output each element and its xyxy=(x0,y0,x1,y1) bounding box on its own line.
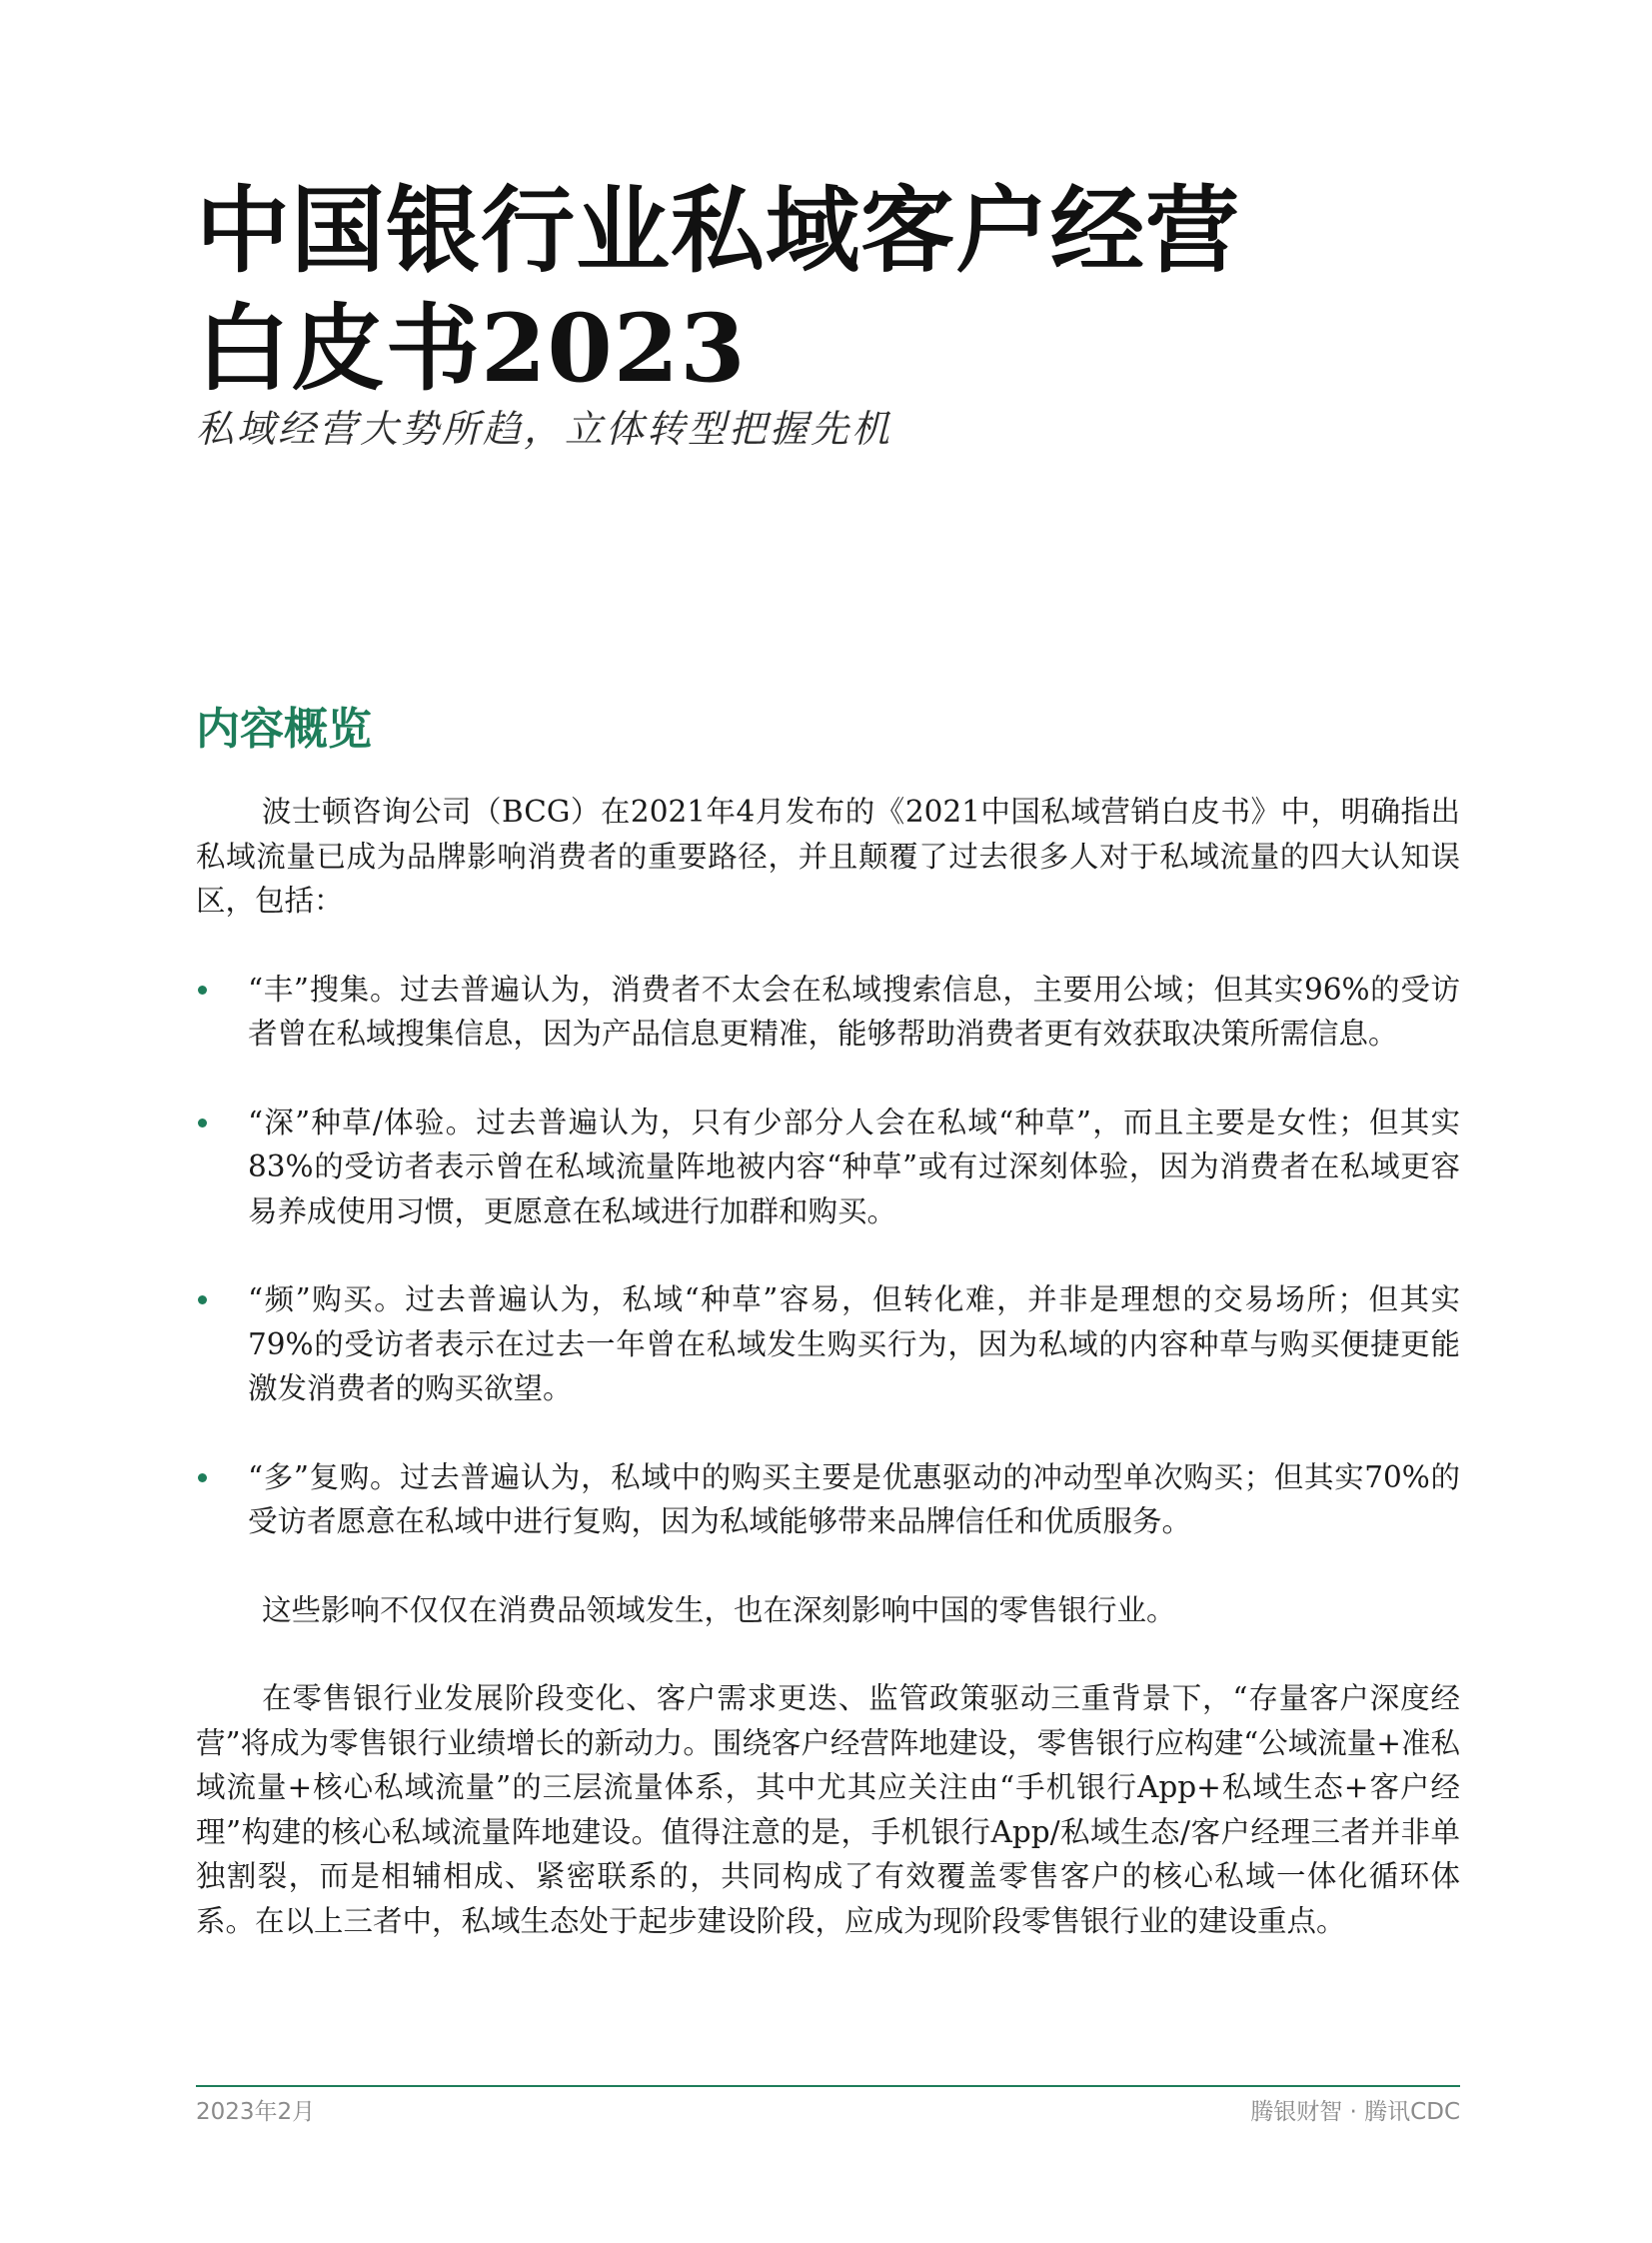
paragraph-2: 这些影响不仅仅在消费品领域发生，也在深刻影响中国的零售银行业。 xyxy=(262,1592,1176,1627)
title-line-1: 中国银行业私域客户经营 xyxy=(196,176,1241,286)
body-content xyxy=(196,790,1460,1987)
paragraph-3: 在零售银行业发展阶段变化、客户需求更迭、监管政策驱动三重背景下，“存量客户深度经营”将成为零售银行业绩增长的新动力。围绕客户经营阵地建设，零售银行应构建“公域流量+准私域流量+核心私域流量”的三层流量体系，其中尤其应关注由“手机银行App+私域生态+客户经理”构建的核心私域流量阵地建设。值得注意的是，手机银行App/私域生态/客户经理三者并非单独割裂，而是相辅相成、紧密联系的，共同构成了有效覆盖零售客户的核心私域一体化循环体系。在以上三者中，私域生态处于起步建设阶段，应成为现阶段零售银行业的建设重点。 xyxy=(196,1681,1460,1938)
list-item xyxy=(196,1101,1460,1234)
list-item-text: “丰”搜集。过去普遍认为，消费者不太会在私域搜索信息，主要用公域；但其实96%的受访者曾在私域搜集信息，因为产品信息更精准，能够帮助消费者更有效获取决策所需信息。 xyxy=(248,972,1460,1051)
list-item xyxy=(196,1277,1460,1411)
list-item-text: “深”种草/体验。过去普遍认为，只有少部分人会在私域“种草”，而且主要是女性；但其实83%的受访者表示曾在私域流量阵地被内容“种草”或有过深刻体验，因为消费者在私域更容易养成使用习惯，更愿意在私域进行加群和购买。 xyxy=(248,1105,1460,1228)
intro-paragraph: 波士顿咨询公司（BCG）在2021年4月发布的《2021中国私域营销白皮书》中，明确指出私域流量已成为品牌影响消费者的重要路径，并且颠覆了过去很多人对于私域流量的四大认知误区，包括： xyxy=(196,795,1460,918)
page-title xyxy=(196,172,1495,408)
bullet-icon xyxy=(198,1473,207,1482)
list-item-text: “频”购买。过去普遍认为，私域“种草”容易，但转化难，并非是理想的交易场所；但其实79%的受访者表示在过去一年曾在私域发生购买行为，因为私域的内容种草与购买便捷更能激发消费者的购买欲望。 xyxy=(248,1282,1460,1405)
page-subtitle: 私域经营大势所趋，立体转型把握先机 xyxy=(196,407,893,451)
footer-divider xyxy=(196,2085,1460,2087)
footer-date: 2023年2月 xyxy=(196,2099,316,2125)
bullet-icon xyxy=(198,986,207,995)
list-item xyxy=(196,968,1460,1057)
title-line-2: 白皮书2023 xyxy=(196,294,747,404)
section-heading: 内容概览 xyxy=(196,704,372,755)
list-item xyxy=(196,1455,1460,1544)
bullet-icon xyxy=(198,1119,207,1127)
list-item-text: “多”复购。过去普遍认为，私域中的购买主要是优惠驱动的冲动型单次购买；但其实70%的受访者愿意在私域中进行复购，因为私域能够带来品牌信任和优质服务。 xyxy=(248,1459,1460,1538)
bullet-icon xyxy=(198,1295,207,1304)
footer-publisher: 腾银财智 · 腾讯CDC xyxy=(1250,2099,1460,2125)
